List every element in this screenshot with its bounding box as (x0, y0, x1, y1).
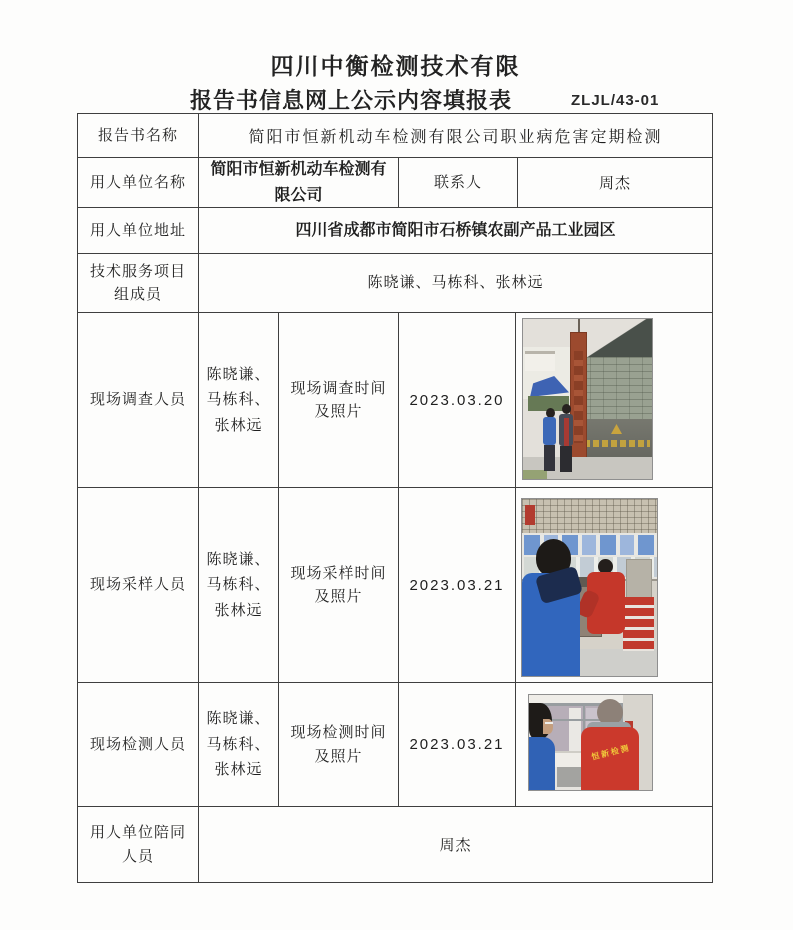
sampling-members: 陈晓谦、马栋科、张林远 (199, 488, 279, 683)
canisters (557, 767, 583, 787)
row-employer (78, 158, 713, 208)
page-title: 四川中衡检测技术有限 (270, 53, 521, 79)
person-blue-body (543, 417, 556, 445)
testing-label: 现场检测人员 (78, 683, 199, 807)
sampling-photo (521, 498, 658, 677)
small-house (525, 351, 555, 371)
person-left-body (529, 737, 555, 791)
survey-members: 陈晓谦、马栋科、张林远 (199, 313, 279, 488)
glasses-glint (545, 722, 553, 724)
lattice-band (522, 499, 658, 533)
address-label: 用人单位地址 (78, 208, 199, 254)
survey-photo (522, 318, 653, 480)
row-escort (78, 807, 713, 883)
report-form-table (77, 113, 713, 883)
testing-date: 2023.03.21 (399, 683, 516, 807)
contact-label: 联系人 (399, 158, 518, 208)
report-name-value: 简阳市恒新机动车检测有限公司职业病危害定期检测 (199, 114, 713, 158)
contact-name: 周杰 (518, 158, 713, 208)
person-blue-legs (544, 445, 555, 471)
page-subtitle: 报告书信息网上公示内容填报表 (190, 88, 513, 113)
testing-photo (528, 694, 653, 791)
row-address (78, 208, 713, 254)
survey-time-label: 现场调查时间及照片 (279, 313, 399, 488)
row-team (78, 254, 713, 313)
person-scarf-head (562, 404, 571, 414)
testing-photo-cell (516, 683, 713, 807)
grass-corner (523, 470, 547, 480)
row-sampling (78, 488, 713, 683)
testing-members: 陈晓谦、马栋科、张林远 (199, 683, 279, 807)
survey-label: 现场调查人员 (78, 313, 199, 488)
person-scarf-legs (560, 446, 572, 472)
team-label: 技术服务项目组成员 (78, 254, 199, 313)
sampling-time-label: 现场采样时间及照片 (279, 488, 399, 683)
gold-sign-text (584, 440, 650, 447)
red-sign (525, 505, 535, 525)
row-survey (78, 313, 713, 488)
sampling-date: 2023.03.21 (399, 488, 516, 683)
red-chair (623, 597, 654, 651)
escort-value: 周杰 (199, 807, 713, 883)
survey-photo-cell (516, 313, 713, 488)
sampling-label: 现场采样人员 (78, 488, 199, 683)
report-name-label: 报告书名称 (78, 114, 199, 158)
pillar-sign (574, 351, 583, 443)
escort-label: 用人单位陪同人员 (78, 807, 199, 883)
vest-text: 恒新检测 (590, 743, 632, 762)
row-report-name (78, 114, 713, 158)
doc-code: ZLJL/43-01 (571, 92, 660, 109)
team-members: 陈晓谦、马栋科、张林远 (199, 254, 713, 313)
employer-value: 简阳市恒新机动车检测有限公司 (199, 158, 399, 208)
employer-label: 用人单位名称 (78, 158, 199, 208)
survey-date: 2023.03.20 (399, 313, 516, 488)
testing-time-label: 现场检测时间及照片 (279, 683, 399, 807)
sampling-photo-cell (516, 488, 713, 683)
row-testing (78, 683, 713, 807)
address-value: 四川省成都市简阳市石桥镇农副产品工业园区 (199, 208, 713, 254)
